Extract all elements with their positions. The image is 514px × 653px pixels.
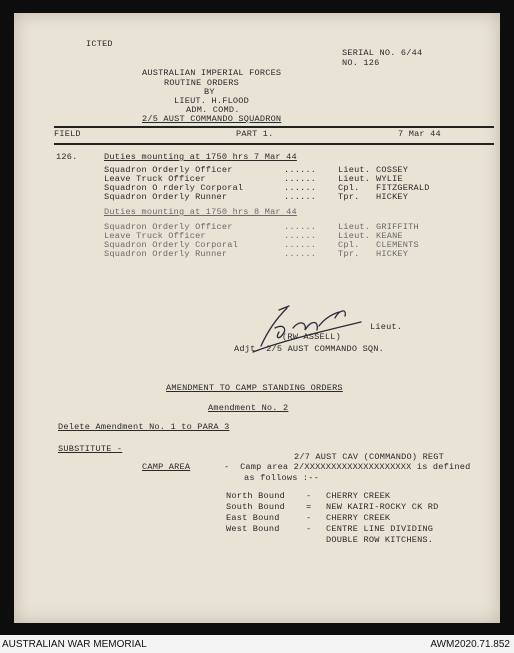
duty-role: Leave Truck Officer bbox=[104, 174, 206, 184]
top-rule bbox=[54, 126, 494, 128]
signatory-rank: Lieut. bbox=[370, 322, 403, 332]
duty-name: WYLIE bbox=[376, 174, 403, 184]
bound-value: CHERRY CREEK bbox=[326, 513, 391, 523]
bound-value: CHERRY CREEK bbox=[326, 491, 391, 501]
duties-heading-1: Duties mounting at 1750 hrs 7 Mar 44 bbox=[104, 152, 297, 162]
duty-dots: ...... bbox=[284, 222, 317, 232]
duty-dots: ...... bbox=[284, 240, 317, 250]
bound-separator: = bbox=[306, 502, 312, 512]
amendment-number: Amendment No. 2 bbox=[208, 403, 289, 413]
duty-dots: ...... bbox=[284, 174, 317, 184]
archive-reference: AWM2020.71.852 bbox=[430, 639, 510, 650]
duty-rank: Lieut. bbox=[338, 165, 371, 175]
duty-rank: Lieut. bbox=[338, 222, 371, 232]
duty-name: CLEMENTS bbox=[376, 240, 419, 250]
duty-role: Squadron Orderly Corporal bbox=[104, 240, 238, 250]
duty-rank: Tpr. bbox=[338, 192, 360, 202]
duty-dots: ...... bbox=[284, 231, 317, 241]
bound-separator: - bbox=[306, 513, 312, 523]
substitute-label: SUBSTITUTE - bbox=[58, 444, 123, 454]
duty-role: Squadron Orderly Runner bbox=[104, 192, 228, 202]
bound-side: West Bound bbox=[226, 524, 280, 534]
unit-name: 2/7 AUST CAV (COMMANDO) REGT bbox=[294, 452, 444, 462]
bottom-rule bbox=[54, 143, 494, 145]
bound-value-continued: DOUBLE ROW KITCHENS. bbox=[326, 535, 434, 545]
bound-side: North Bound bbox=[226, 491, 285, 501]
serial-number: SERIAL NO. 6/44 bbox=[342, 48, 423, 58]
bound-value: CENTRE LINE DIVIDING bbox=[326, 524, 434, 534]
archive-name: AUSTRALIAN WAR MEMORIAL bbox=[2, 639, 147, 650]
document-page bbox=[14, 13, 500, 623]
bound-separator: - bbox=[306, 524, 312, 534]
camp-area-label: CAMP AREA bbox=[142, 462, 191, 472]
title-line-1: AUSTRALIAN IMPERIAL FORCES bbox=[142, 68, 282, 78]
signatory-name: (RW ASSELL) bbox=[282, 332, 341, 342]
duty-dots: ...... bbox=[284, 183, 317, 193]
bound-value: NEW KAIRI-ROCKY CK RD bbox=[326, 502, 439, 512]
duty-name: FITZGERALD bbox=[376, 183, 430, 193]
duty-role: Squadron O rderly Corporal bbox=[104, 183, 244, 193]
duty-dots: ...... bbox=[284, 165, 317, 175]
duty-rank: Tpr. bbox=[338, 249, 360, 259]
part-label: PART 1. bbox=[236, 129, 274, 139]
bound-side: South Bound bbox=[226, 502, 285, 512]
restricted-stamp: ICTED bbox=[86, 39, 113, 49]
duty-role: Squadron Orderly Runner bbox=[104, 249, 228, 259]
item-number: 126. bbox=[56, 152, 78, 162]
duty-role: Leave Truck Officer bbox=[104, 231, 206, 241]
duty-name: COSSEY bbox=[376, 165, 409, 175]
bound-side: East Bound bbox=[226, 513, 280, 523]
bound-separator: - bbox=[306, 491, 312, 501]
title-line-3: BY bbox=[204, 87, 215, 97]
amendment-heading: AMENDMENT TO CAMP STANDING ORDERS bbox=[166, 383, 343, 393]
duty-name: GRIFFITH bbox=[376, 222, 419, 232]
duties-heading-2: Duties mounting at 1750 hrs 8 Mar 44 bbox=[104, 207, 297, 217]
duty-role: Squadron Orderly Officer bbox=[104, 222, 233, 232]
duty-name: HICKEY bbox=[376, 249, 409, 259]
title-line-6: 2/5 AUST COMMANDO SQUADRON bbox=[142, 114, 282, 124]
duty-rank: Lieut. bbox=[338, 174, 371, 184]
duty-rank: Cpl. bbox=[338, 240, 360, 250]
archive-footer bbox=[0, 637, 514, 653]
duty-dots: ...... bbox=[284, 192, 317, 202]
title-line-4: LIEUT. H.FLOOD bbox=[174, 96, 249, 106]
order-date: 7 Mar 44 bbox=[398, 129, 441, 139]
delete-instruction: Delete Amendment No. 1 to PARA 3 bbox=[58, 422, 230, 432]
duty-dots: ...... bbox=[284, 249, 317, 259]
order-number: NO. 126 bbox=[342, 58, 380, 68]
camp-area-text: - Camp area 2/XXXXXXXXXXXXXXXXXXXX is defined bbox=[224, 462, 471, 472]
duty-rank: Cpl. bbox=[338, 183, 360, 193]
duty-role: Squadron Orderly Officer bbox=[104, 165, 233, 175]
duty-rank: Lieut. bbox=[338, 231, 371, 241]
title-line-5: ADM. COMD. bbox=[186, 105, 240, 115]
title-line-2: ROUTINE ORDERS bbox=[164, 78, 239, 88]
location-label: FIELD bbox=[54, 129, 81, 139]
camp-area-text-continued: as follows :-- bbox=[244, 473, 319, 483]
signatory-position: Adjt. 2/5 AUST COMMANDO SQN. bbox=[234, 344, 384, 354]
duty-name: HICKEY bbox=[376, 192, 409, 202]
duty-name: KEANE bbox=[376, 231, 403, 241]
